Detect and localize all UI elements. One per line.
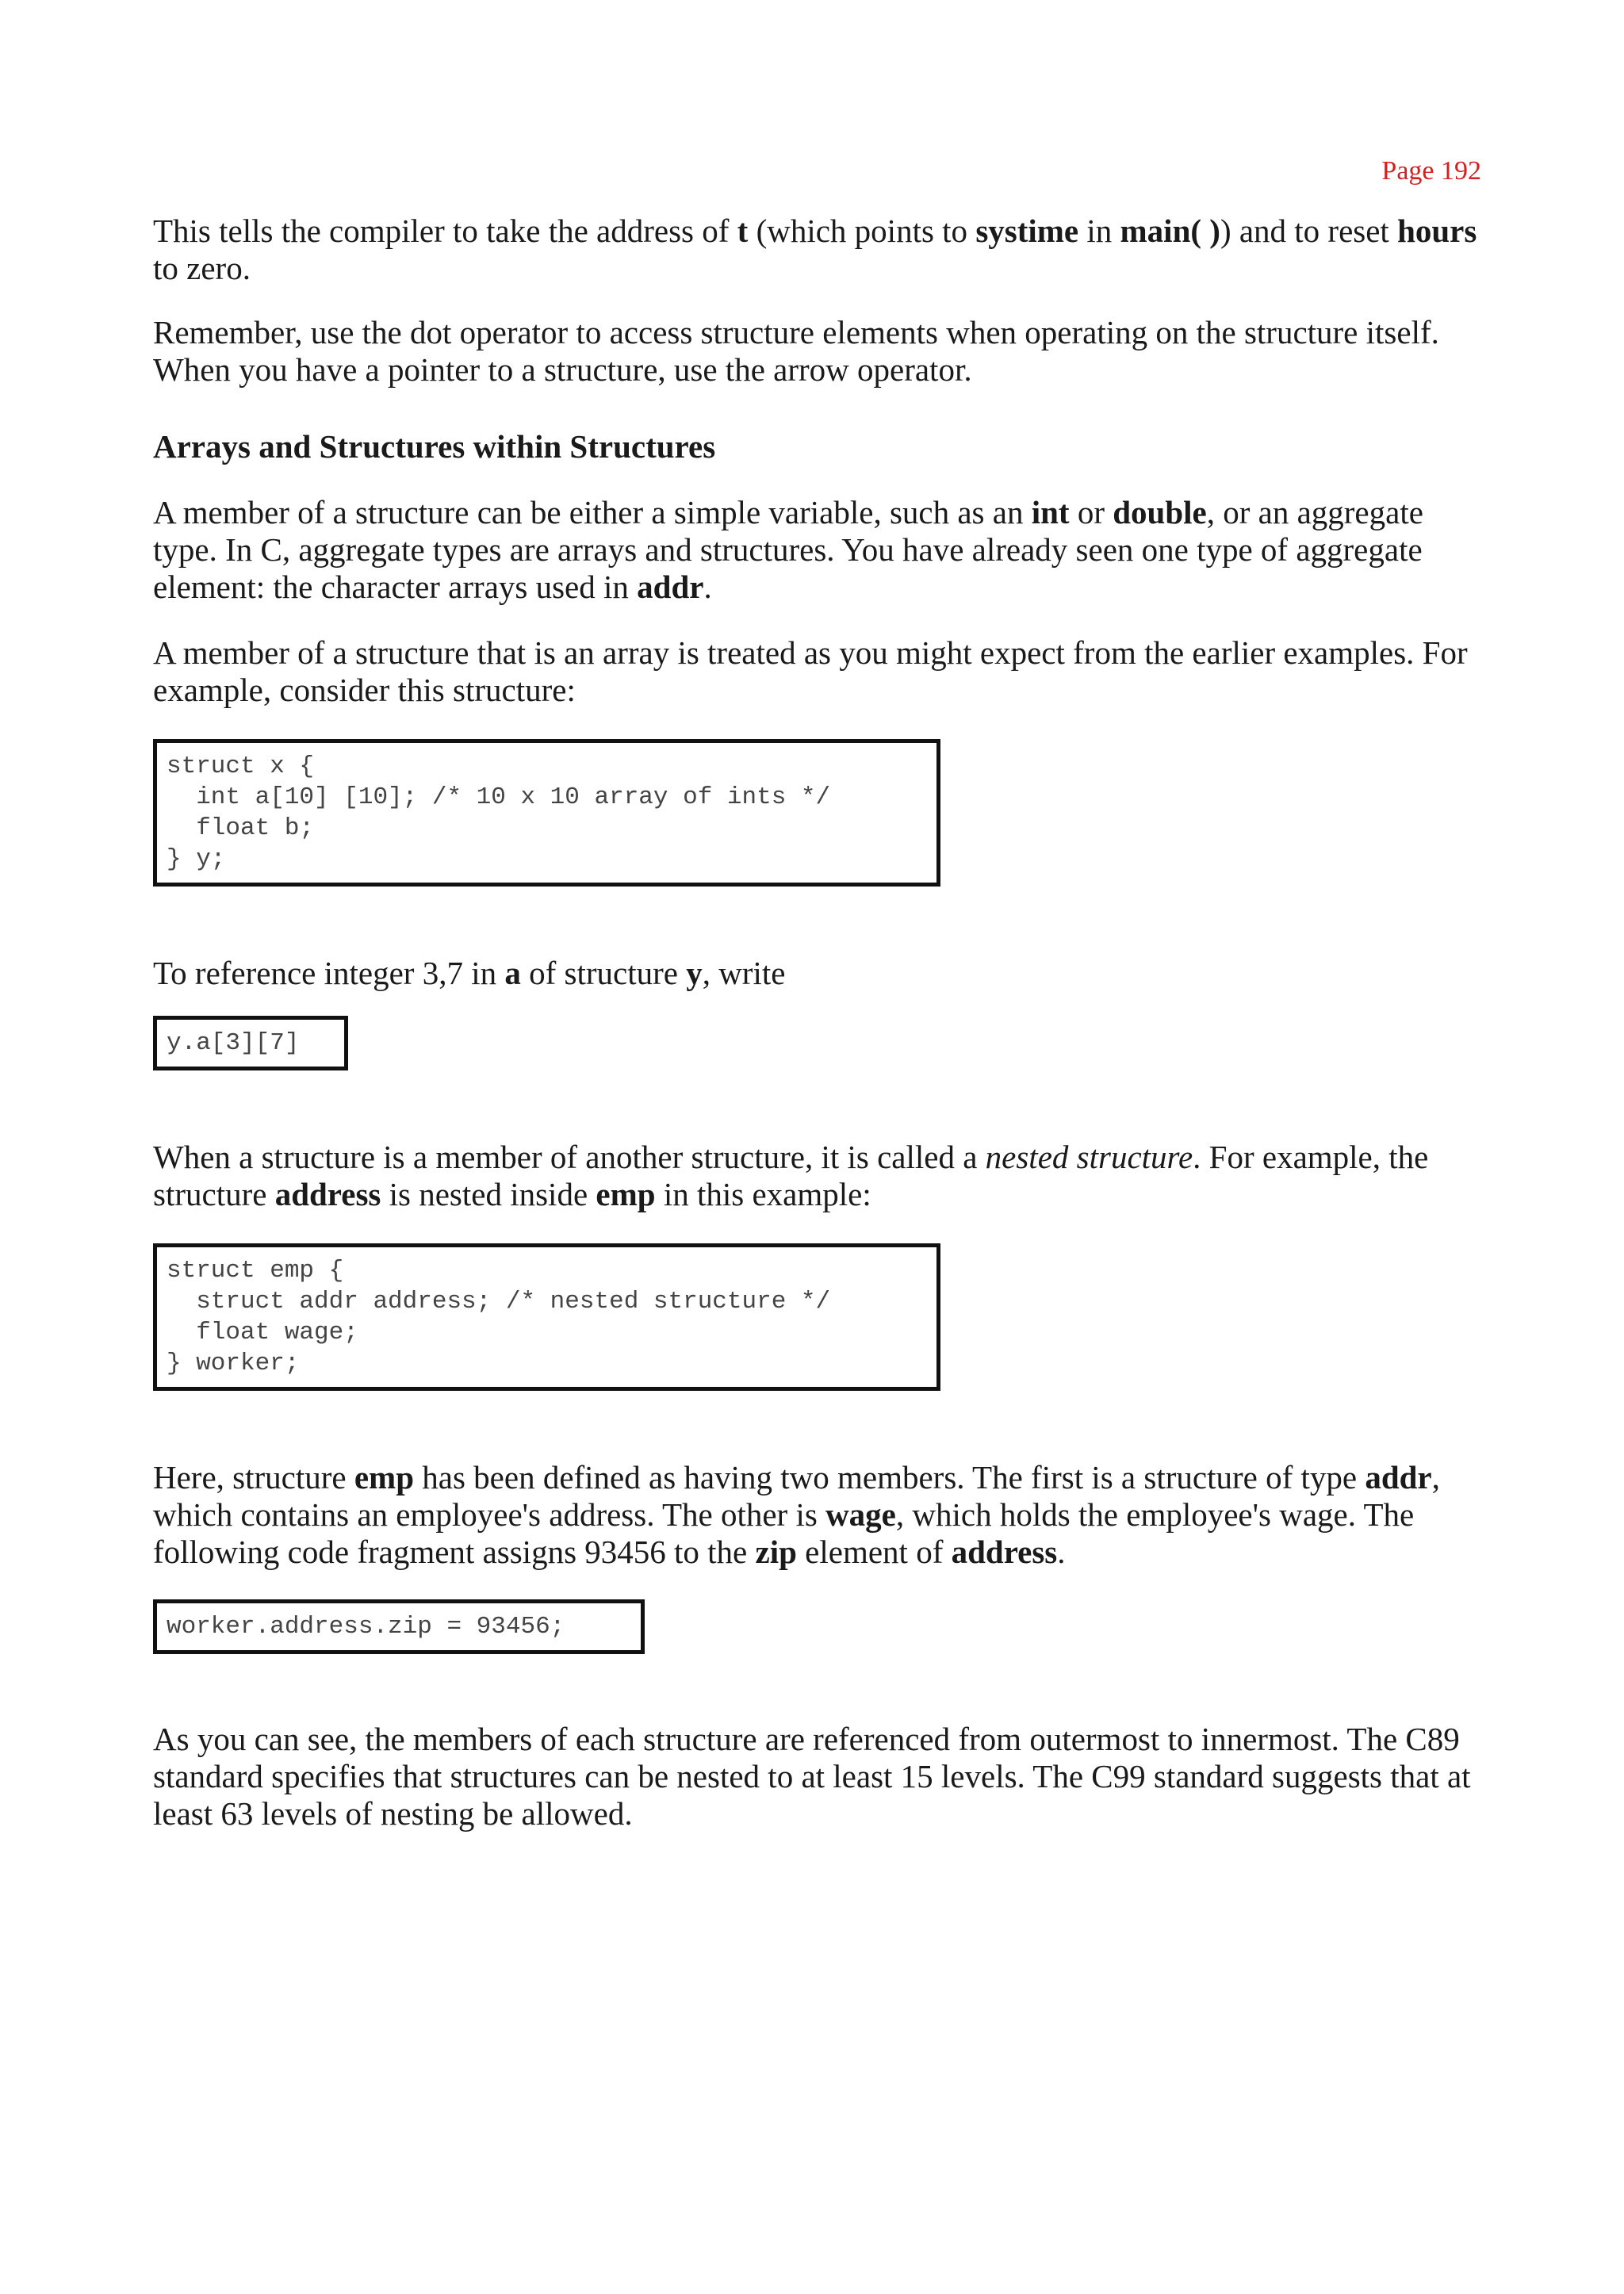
code-line: } y; xyxy=(167,845,226,873)
paragraph-aggregate-types: A member of a structure can be either a simple variable, such as an int or double, or an aggregate type. In C, aggregate types are arrays and structures. You have already seen one type of aggregate element: the character arrays used in addr. xyxy=(153,494,1423,605)
paragraph-dot-vs-arrow: Remember, use the dot operator to access structure elements when operating on the structure itself. When you have a pointer to a structure, use the arrow operator. xyxy=(153,314,1439,388)
code-line: float wage; xyxy=(167,1319,358,1346)
paragraph-nesting-levels: As you can see, the members of each structure are referenced from outermost to innermost. The C89 standard specifies that structures can be nested to at least 15 levels. The C99 standard suggests that at least 63 levels of nesting be allowed. xyxy=(153,1721,1471,1832)
page-body xyxy=(153,213,1485,1833)
paragraph-array-member: A member of a structure that is an array is treated as you might expect from the earlier examples. For example, consider this structure: xyxy=(153,634,1468,708)
code-block-zip-assign xyxy=(153,1599,645,1654)
section-heading: Arrays and Structures within Structures xyxy=(153,428,716,465)
page-number: Page 192 xyxy=(1381,156,1481,186)
code-line: struct addr address; /* nested structure */ xyxy=(167,1288,831,1316)
paragraph-nested-structure: When a structure is a member of another structure, it is called a nested structure. For example, the structure address is nested inside emp in this example: xyxy=(153,1139,1429,1212)
code-block-struct-x xyxy=(153,739,940,887)
code-line: } worker; xyxy=(167,1350,300,1377)
paragraph-emp-members: Here, structure emp has been defined as having two members. The first is a structure of type addr, which contains an employee's address. The other is wage, which holds the employee's wage. The following code fragment assigns 93456 to the zip element of address. xyxy=(153,1459,1440,1570)
code-line: float b; xyxy=(167,814,315,842)
code-line: worker.address.zip = 93456; xyxy=(167,1613,565,1641)
code-line: struct emp { xyxy=(167,1257,344,1285)
code-line: int a[10] [10]; /* 10 x 10 array of ints */ xyxy=(167,783,831,811)
paragraph-address-of-t: This tells the compiler to take the address of t (which points to systime in main( )) and to reset hours to zero. xyxy=(153,213,1477,286)
code-line: struct x { xyxy=(167,753,315,780)
code-line: y.a[3][7] xyxy=(167,1029,300,1057)
code-block-array-ref xyxy=(153,1016,348,1070)
code-block-struct-emp xyxy=(153,1243,940,1391)
paragraph-reference-integer: To reference integer 3,7 in a of structure y, write xyxy=(153,955,786,991)
